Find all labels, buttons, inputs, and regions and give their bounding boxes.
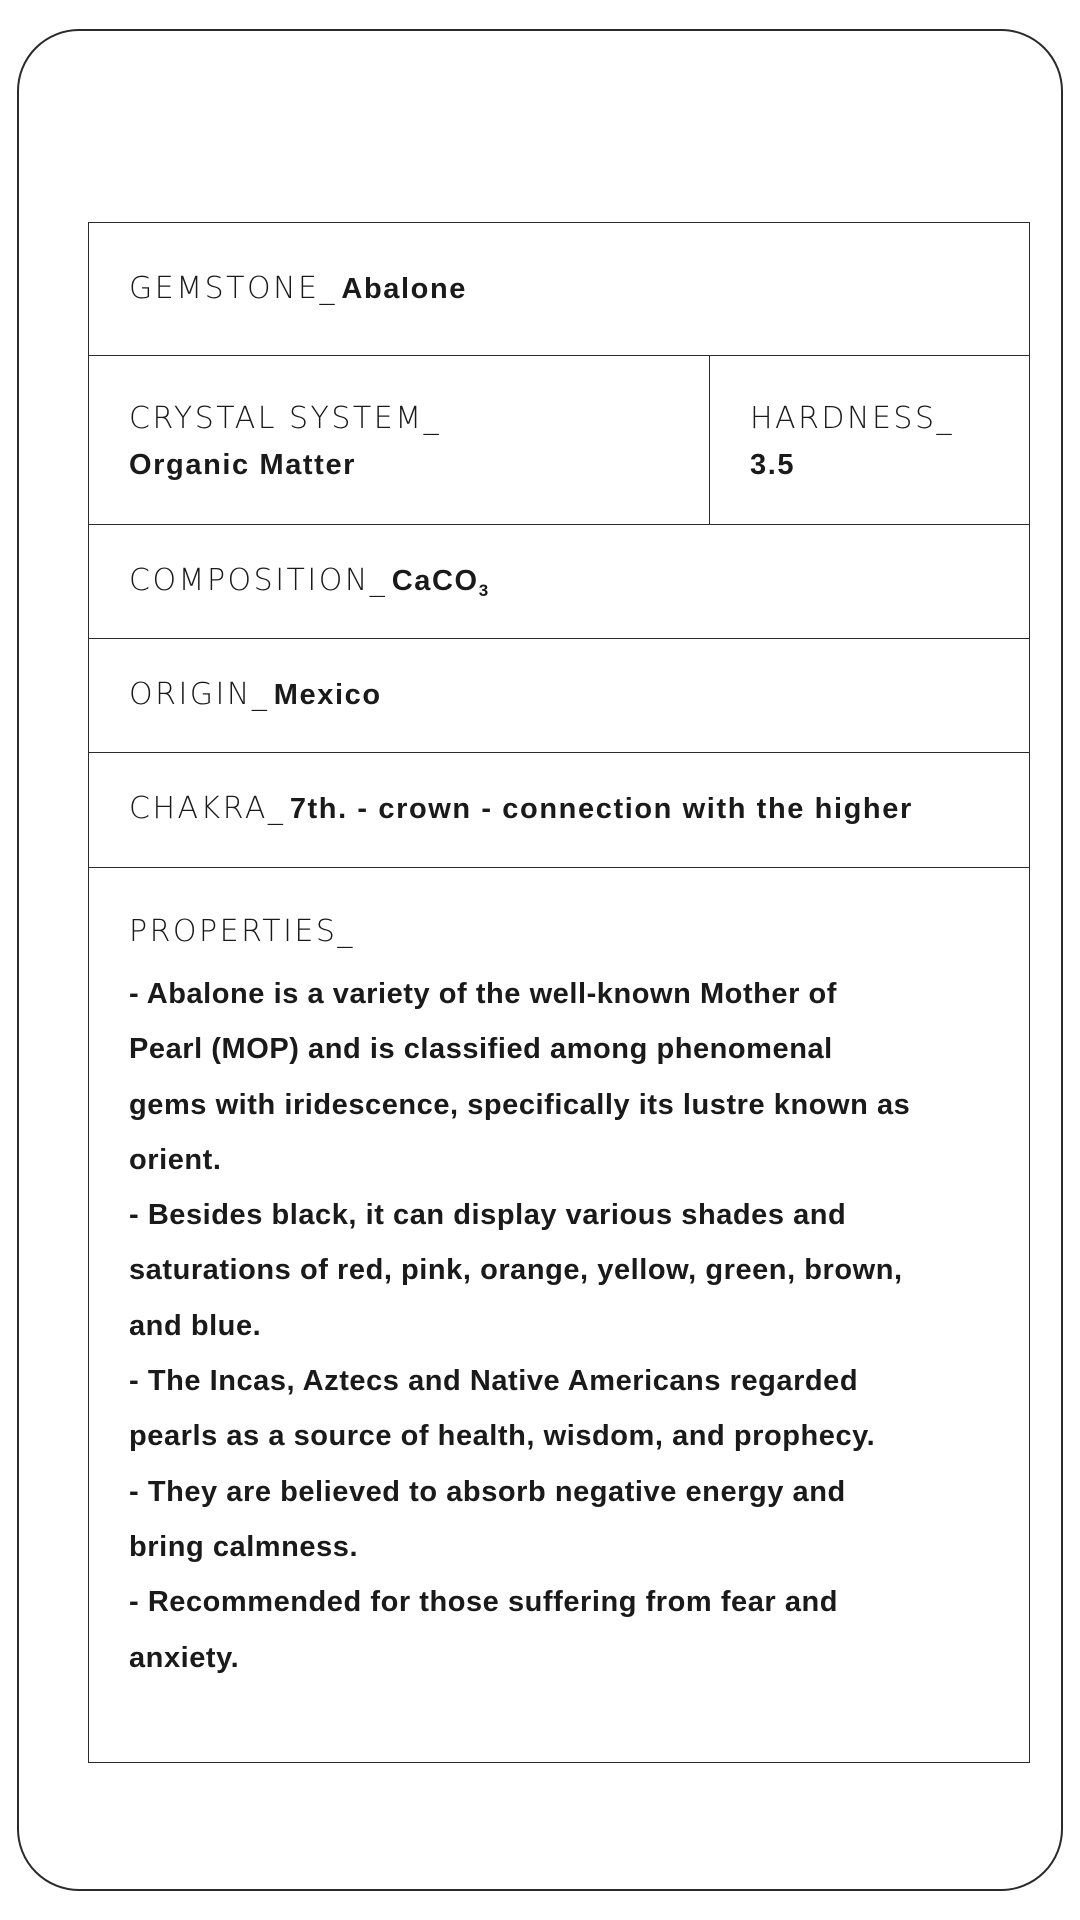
composition-formula: CaCO: [391, 565, 479, 597]
chakra-value: 7th. - crown - connection with the higher: [289, 793, 913, 825]
properties-line: - They are believed to absorb negative energy and: [129, 1475, 846, 1508]
origin-value: Mexico: [273, 679, 382, 711]
gemstone-row: [89, 223, 1029, 356]
properties-row: [89, 868, 1029, 1762]
crystal-system-value: Organic Matter: [129, 449, 357, 481]
hardness-label: HARDNESS_: [750, 401, 955, 436]
properties-line: - Recommended for those suffering from fear and: [129, 1586, 839, 1619]
crystal-system-label: CRYSTAL SYSTEM_: [129, 401, 442, 436]
properties-line: - The Incas, Aztecs and Native Americans regarded: [129, 1365, 859, 1398]
chakra-row: [89, 753, 1029, 868]
properties-line: gems with iridescence, specifically its lustre known as: [129, 1088, 911, 1121]
composition-value: [391, 565, 489, 600]
composition-subscript: 3: [478, 581, 489, 600]
crystal-system-cell: [89, 356, 710, 524]
properties-line: anxiety.: [129, 1641, 240, 1674]
gemstone-card: [17, 29, 1063, 1891]
properties-line: Pearl (MOP) and is classified among phenomenal: [129, 1033, 833, 1066]
properties-text: [129, 967, 999, 1686]
properties-line: orient.: [129, 1143, 222, 1176]
gemstone-value: Abalone: [341, 273, 468, 305]
properties-line: bring calmness.: [129, 1530, 359, 1563]
crystal-hardness-row: [89, 356, 1029, 525]
properties-line: saturations of red, pink, orange, yellow, green, brown,: [129, 1254, 903, 1287]
properties-line: - Besides black, it can display various shades and: [129, 1199, 847, 1232]
properties-line: - Abalone is a variety of the well-known Mother of: [129, 978, 838, 1010]
composition-row: [89, 525, 1029, 639]
hardness-value: 3.5: [750, 449, 796, 481]
properties-label: PROPERTIES_: [129, 914, 355, 949]
properties-line: pearls as a source of health, wisdom, and prophecy.: [129, 1420, 876, 1453]
properties-line: and blue.: [129, 1309, 262, 1342]
composition-label: COMPOSITION_: [129, 563, 388, 598]
origin-row: [89, 639, 1029, 753]
gemstone-info-table: [88, 222, 1030, 1763]
origin-label: ORIGIN_: [129, 677, 270, 712]
gemstone-label: GEMSTONE_: [129, 271, 337, 306]
hardness-cell: [710, 356, 1029, 524]
chakra-label: CHAKRA_: [129, 791, 286, 826]
